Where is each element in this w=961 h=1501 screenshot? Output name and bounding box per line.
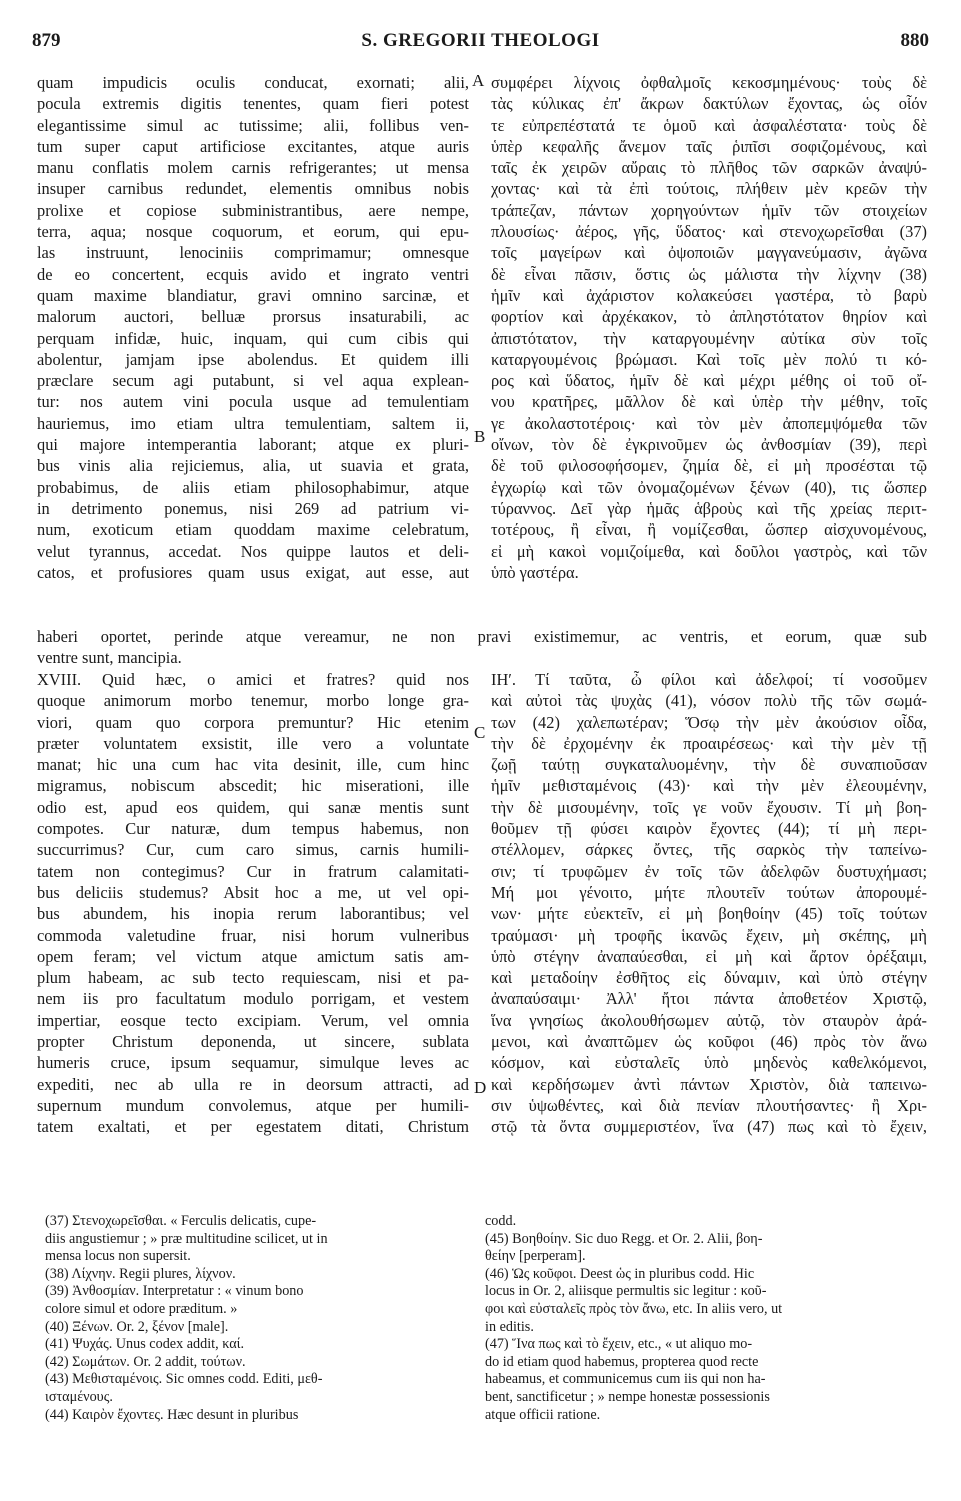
- text-line: ὑπὸ στέγην ἀναπαύεσθαι, εἰ μὴ καὶ ἄρτον ὀρέξαιμι,: [491, 946, 927, 966]
- text-line: χοντας· καὶ τὰ ἐπὶ τούτοις, πλήθειν μὲν κρεῶν τὴν: [491, 179, 927, 199]
- footnote-line: (40) Ξένων. Or. 2, ξένον [male].: [45, 1318, 229, 1335]
- footnote-line: (42) Σωμάτων. Or. 2 addit, τούτων.: [45, 1353, 246, 1370]
- text-line: commoda valetudine fruar, nisi horum vulneribus: [37, 925, 469, 945]
- text-line: κόσμον, καὶ εὐσταλεῖς ὑπὸ μηδενὸς καθελκόμενοι,: [491, 1053, 927, 1073]
- text-line: haberi oportet, perinde atque vereamur, ne non pravi existimemur, ac ventris, et eorum, quæ sub: [37, 627, 927, 646]
- text-line: ἡμῖν μεθισταμένοις (43)· καὶ τὴν μὲν ἐλεουμένην,: [491, 776, 927, 796]
- text-line: νων· μήτε εὐεκτεῖν, εἰ μὴ βοηθοίην (45) τοῖς τούτων: [491, 904, 927, 924]
- text-line: ζωῇ ταύτῃ συγκαταλυομένην, τὴν δὲ συναπιοῦσαν: [491, 755, 927, 775]
- greek-column-part1: [491, 72, 927, 583]
- footnote-line: (37) Στενοχωρεῖσθαι. « Ferculis delicatis, cupe-: [45, 1213, 317, 1229]
- text-line: migramus, nobiscum abscedit; hic miserationi, ille: [37, 776, 469, 796]
- text-line: τοῖς μαγείρων καὶ ὀψοποιῶν μαγγανεύμασιν, ἀγῶνα: [491, 243, 927, 263]
- text-line: σιν; τί τρυφῶμεν ἐν τοῖς τῶν ἀδελφῶν δυστυχήμασι;: [491, 861, 927, 881]
- footnote-line: in editis.: [485, 1318, 534, 1335]
- page-header: [32, 30, 929, 60]
- margin-letter-a: A: [472, 71, 485, 90]
- text-line: plum habeam, ac sub tecto requiescam, nisi et pa-: [37, 968, 469, 988]
- text-line: de eo concertent, ecquis avido et ingrato ventri: [37, 264, 469, 284]
- text-line: εἰ μὴ κακοὶ νομιζοίμεθα, καὶ δοῦλοι γαστρὸς, καὶ τῶν: [491, 541, 927, 561]
- text-line: insuper carnibus redundet, elementis omnibus nobis: [37, 179, 469, 199]
- text-line: ὑπὲρ κεφαλῆς ἄνεμον ταῖς ῥιπῖσι σοφιζομένους, καὶ: [491, 136, 927, 156]
- text-line: odio est, apud eos quidem, qui sanæ mentis sunt: [37, 797, 469, 817]
- text-line: ἐγχωρίῳ καὶ τῶν ὀνομαζομένων ξένων (40), τις ὥσπερ: [491, 477, 927, 497]
- margin-letter-c: C: [474, 723, 486, 742]
- text-line: καὶ αὐτοὶ τὰς ψυχὰς (41), νόσον πολὺ τῆς τῶν σωμά-: [491, 691, 927, 711]
- footnote-line: locus in Or. 2, aliisque permultis sic legitur : κοῦ-: [485, 1283, 767, 1300]
- footnote-line: (44) Καιρὸν ἔχοντες. Hæc desunt in pluribus: [45, 1406, 299, 1423]
- text-line: terra, aqua; nosque coquorum, et eorum, qui epu-: [37, 222, 469, 242]
- text-line: num, exoticum etiam quoddam maxime celebratum,: [37, 520, 469, 540]
- text-line: τὴν δὲ μισουμένην, τοῖς γε νοῦν ἔχουσιν. Τί μὴ βοη-: [491, 797, 927, 817]
- text-line: pocula extremis digitis tenentes, quam fieri potest: [37, 94, 469, 114]
- text-line: ventre sunt, mancipia.: [37, 648, 182, 668]
- text-line: ταῖς ἐκ χειρῶν αὔραις τὸ πλῆθος τῶν σαρκῶν ἀναψύ-: [491, 158, 927, 178]
- text-line: ὑπὸ γαστέρα.: [491, 562, 579, 582]
- text-line: ρος καὶ ὕδατος, ἡμῖν δὲ καὶ μέχρι μέθης οἱ τοῦ οἴ-: [491, 371, 927, 391]
- text-line: viori, quam quo corpora premuntur? Hic etenim: [37, 712, 469, 732]
- latin-column-part2: [37, 669, 469, 1138]
- text-line: συμφέρει λίχνοις ὀφθαλμοῖς κεκοσμημένους· τοὺς δὲ: [491, 73, 927, 92]
- text-line: tatem non contegimus? Cur in fratrum calamitati-: [37, 861, 469, 881]
- footnote-line: (46) Ὡς κοῦφοι. Deest ὡς in pluribus codd. Hic: [485, 1265, 755, 1282]
- text-line: manat; hic una cum hac vita desinit, ille, cum hinc: [37, 755, 469, 775]
- footnotes-right: [485, 1213, 925, 1424]
- footnote-line: (43) Μεθισταμένοις. Sic omnes codd. Editi, μεθ-: [45, 1371, 323, 1388]
- text-line: στέλλομεν, σάρκες ὄντες, τῆς σαρκὸς τὴν ταπείνω-: [491, 840, 927, 860]
- text-line: φορτίον καὶ ἀρχέκακον, τὸ ἀπληστότατον θηρίον καὶ: [491, 307, 927, 327]
- text-line: ἡμῖν καὶ ἀχάριστον κολακεύσει γαστέρα, τὸ βαρὺ: [491, 285, 927, 305]
- text-line: quam impudicis oculis conducat, exornati; alii,: [37, 73, 469, 92]
- text-line: νου κρατῆρες, μᾶλλον δὲ καὶ ὑπὲρ τὴν μέθην, τοῖς: [491, 392, 927, 412]
- footnote-line: ισταμένους.: [45, 1388, 113, 1405]
- text-line: bus abundem, his inopia rerum laborantibus; vel: [37, 904, 469, 924]
- text-line: δὲ τοῦ φιλοσοφήσομεν, ζημία δὲ, εἰ μὴ προσέσται τῷ: [491, 456, 927, 476]
- text-line: manu conflatis molem carnis refrigerantes; ut mensa: [37, 158, 469, 178]
- footnote-line: (41) Ψυχάς. Unus codex addit, καί.: [45, 1336, 245, 1353]
- text-line: πλουσίως· ἀέρος, γῆς, ὕδατος· καὶ στενοχωρεῖσθαι (37): [491, 222, 927, 242]
- greek-column-part2: [491, 669, 927, 1138]
- text-line: in detrimento ponemus, nisi 269 ad patrium vi-: [37, 498, 469, 518]
- text-line: succurrimus? Cur, cum caro simus, carnis humili-: [37, 840, 469, 860]
- text-line: τραύμασι· μὴ τροφῆς ἱκανῶς ἔχειν, μὴ σκέπης, μὴ: [491, 925, 927, 945]
- footnote-line: colore simul et odore præditum. »: [45, 1300, 238, 1317]
- text-line: velut tyrannus, accedat. Nos quippe lautos et deli-: [37, 541, 469, 561]
- footnote-line: φοι καὶ εὐσταλεῖς πρὸς τὸν ἄνω, etc. In aliis vero, ut: [485, 1300, 783, 1317]
- text-line: οἴνων, τὸν δὲ ἐγκρινοῦμεν ὡς ἀνθοσμίαν (39), περὶ: [491, 435, 927, 455]
- text-line: θοῦμεν τῇ φύσει καιρὸν ἔχοντες (44); τί μὴ περι-: [491, 819, 927, 839]
- text-line: compotes. Cur naturæ, dum tempus habemus, non: [37, 819, 469, 839]
- text-line: γε ἀκολαστοτέροις· καὶ τὸν μὲν ἀποπεμψόμεθα τῶν: [491, 413, 927, 433]
- full-width-line: [37, 626, 927, 669]
- text-line: τὰς κύλικας ἐπ' ἄκρων δακτύλων ἔχοντας, ὡς οἷόν: [491, 94, 927, 114]
- text-line: XVIII. Quid hæc, o amici et fratres? quid nos: [37, 670, 469, 689]
- footnote-line: habeamus, et communicemus cum iis qui non ha-: [485, 1371, 766, 1388]
- text-line: elegantissime simul ac tutissime; alii, follibus ven-: [37, 115, 469, 135]
- text-line: ἀπιστότατον, τὴν καταργουμένην αὐτίκα σὺν τοῖς: [491, 328, 927, 348]
- text-line: tum super caput artificiose excitantes, atque auris: [37, 136, 469, 156]
- footnote-line: diis angustiemur ; » præ multitudine scilicet, ut in: [45, 1230, 328, 1247]
- text-line: tur: nos autem vini pocula usque ad temulentiam: [37, 392, 469, 412]
- margin-letter-b: B: [474, 427, 486, 446]
- text-line: impertiar, eosque tecto excipiam. Verum, vel omnia: [37, 1010, 469, 1030]
- text-line: expediti, nec ab ulla re in deorsum attracti, ad: [37, 1074, 469, 1094]
- text-line: prolixe et copiose subministrantibus, aere nempe,: [37, 200, 469, 220]
- text-line: tatem exaltati, et per egestatem ditati, Christum: [37, 1117, 469, 1137]
- text-line: τὴν δὲ ἐρχομένην ἐκ προαιρέσεως· καὶ τὴν μὲν τῇ: [491, 733, 927, 753]
- text-line: hauriemus, imo etiam ultra temulentiam, saltem ii,: [37, 413, 469, 433]
- text-line: στῷ τὰ ὄντα συμμεριστέον, ἵνα (47) πως καὶ τὸ ἔχειν,: [491, 1117, 927, 1137]
- footnote-line: codd.: [485, 1213, 517, 1229]
- text-line: των (42) χαλεπωτέραν; Ὅσῳ τὴν μὲν ἀκούσιον οἶδα,: [491, 712, 927, 732]
- text-line: abolentur, jamjam ipse abolendus. Et quidem illi: [37, 349, 469, 369]
- text-line: perquam infidæ, huic, inquam, qui cum cibis qui: [37, 328, 469, 348]
- text-line: σιν ὑψωθέντες, καὶ διὰ πενίαν πλουτήσαντες· ἢ Χρι-: [491, 1095, 927, 1115]
- page-number-left: 879: [32, 30, 61, 51]
- footnote-line: (45) Βοηθοίην. Sic duo Regg. et Or. 2. Alii, βοη-: [485, 1230, 763, 1247]
- footnote-line: bent, sanctificetur ; » nempe honestæ possessionis: [485, 1388, 770, 1405]
- text-line: las instruunt, lenociniis comprimamur; omnesque: [37, 243, 469, 263]
- text-line: Μή μοι γένοιτο, μήτε πλουτεῖν τούτων ἀπορουμέ-: [491, 882, 927, 902]
- text-line: probabimus, de aliis etiam philosophabimur, atque: [37, 477, 469, 497]
- latin-column-part1: [37, 72, 469, 583]
- text-line: qui majore intemperantia laborant; atque ex pluri-: [37, 435, 469, 455]
- text-line: τράπεζαν, πάντων χορηγούντων ἡμῖν τῶν στοιχείων: [491, 200, 927, 220]
- page-number-right: 880: [900, 30, 929, 51]
- text-line: quoque animorum morbo tenemur, morbo longe gra-: [37, 691, 469, 711]
- text-line: τοτέρους, ἢ εἶναι, ἢ νομίζεσθαι, ὥσπερ αἰσχυνομένους,: [491, 520, 927, 540]
- footnotes-left: [45, 1213, 465, 1424]
- text-line: catos, et profusiores quam usus exigat, aut esse, aut: [37, 562, 469, 582]
- margin-letter-d: D: [474, 1078, 487, 1097]
- running-title: S. GREGORII THEOLOGI: [361, 30, 600, 51]
- text-line: καταργουμένοις βρώμασι. Καὶ τοῖς μὲν πολύ τι κό-: [491, 349, 927, 369]
- text-line: bus vinis alia rejiciemus, alia, ut suavia et grata,: [37, 456, 469, 476]
- text-line: ἵνα γνησίως ἀκολουθήσωμεν αὐτῷ, τὸν σταυρὸν ἀρά-: [491, 1010, 927, 1030]
- text-line: τε εὐπρεπέστατά τε ὁμοῦ καὶ ἀσφαλέστατα· τοὺς δὲ: [491, 115, 927, 135]
- text-line: malorum auctori, belluæ prorsus insaturabili, ac: [37, 307, 469, 327]
- text-line: μενοι, καὶ ἀναπτῶμεν ὡς κοῦφοι (46) πρὸς τὸν ἄνω: [491, 1032, 927, 1052]
- footnote-line: mensa locus non supersit.: [45, 1248, 191, 1265]
- footnote-line: (38) Λίχνην. Regii plures, λίχνον.: [45, 1265, 236, 1282]
- text-line: τύραννος. Δεῖ γὰρ ἡμᾶς ἁβροὺς καὶ τῆς χρείας περιτ-: [491, 498, 927, 518]
- text-line: ἀναπαύσαιμι· Ἀλλ' ἤτοι πάντα ἀποθετέον Χριστῷ,: [491, 989, 927, 1009]
- text-line: καὶ μεταδοίην ἐσθῆτος εἰς δύναμιν, καὶ ὑπὸ στέγην: [491, 968, 927, 988]
- text-line: ΙΗʹ. Τί ταῦτα, ὦ φίλοι καὶ ἀδελφοί; τί νοσοῦμεν: [491, 670, 927, 689]
- footnote-line: (47) Ἵνα πως καὶ τὸ ἔχειν, etc., « ut aliquo mo-: [485, 1336, 753, 1353]
- text-line: præclare secum agi putabunt, si vel aqua explean-: [37, 371, 469, 391]
- text-line: supernum mundum convolemus, atque per humili-: [37, 1095, 469, 1115]
- footnote-line: (39) Ἀνθοσμίαν. Interpretatur : « vinum bono: [45, 1283, 304, 1300]
- text-line: quam maxime blandiatur, gravi omnino sarcinæ, et: [37, 285, 469, 305]
- text-line: propter Christum deponenda, ut sincere, sublata: [37, 1032, 469, 1052]
- footnote-line: θείην [perperam].: [485, 1248, 586, 1265]
- text-line: δὲ εἶναι πᾶσιν, ὅστις ὡς μάλιστα τὴν λίχνην (38): [491, 264, 927, 284]
- text-line: nem iis pro facultatum modulo porrigam, et vestem: [37, 989, 469, 1009]
- text-line: καὶ κερδήσωμεν ἀντὶ πάντων Χριστὸν, διὰ ταπεινω-: [491, 1074, 927, 1094]
- text-line: opem feram; vel victum atque amictum satis am-: [37, 946, 469, 966]
- text-line: humeris cruce, ipsum sequamur, simulque leves ac: [37, 1053, 469, 1073]
- footnote-line: do id etiam quod habemus, propterea quod recte: [485, 1353, 759, 1370]
- text-line: bus deliciis studemus? Absit hoc a me, ut vel opi-: [37, 882, 469, 902]
- text-line: præter voluntatem exsistit, ille vero a voluntate: [37, 733, 469, 753]
- footnote-line: atque officii ratione.: [485, 1406, 601, 1423]
